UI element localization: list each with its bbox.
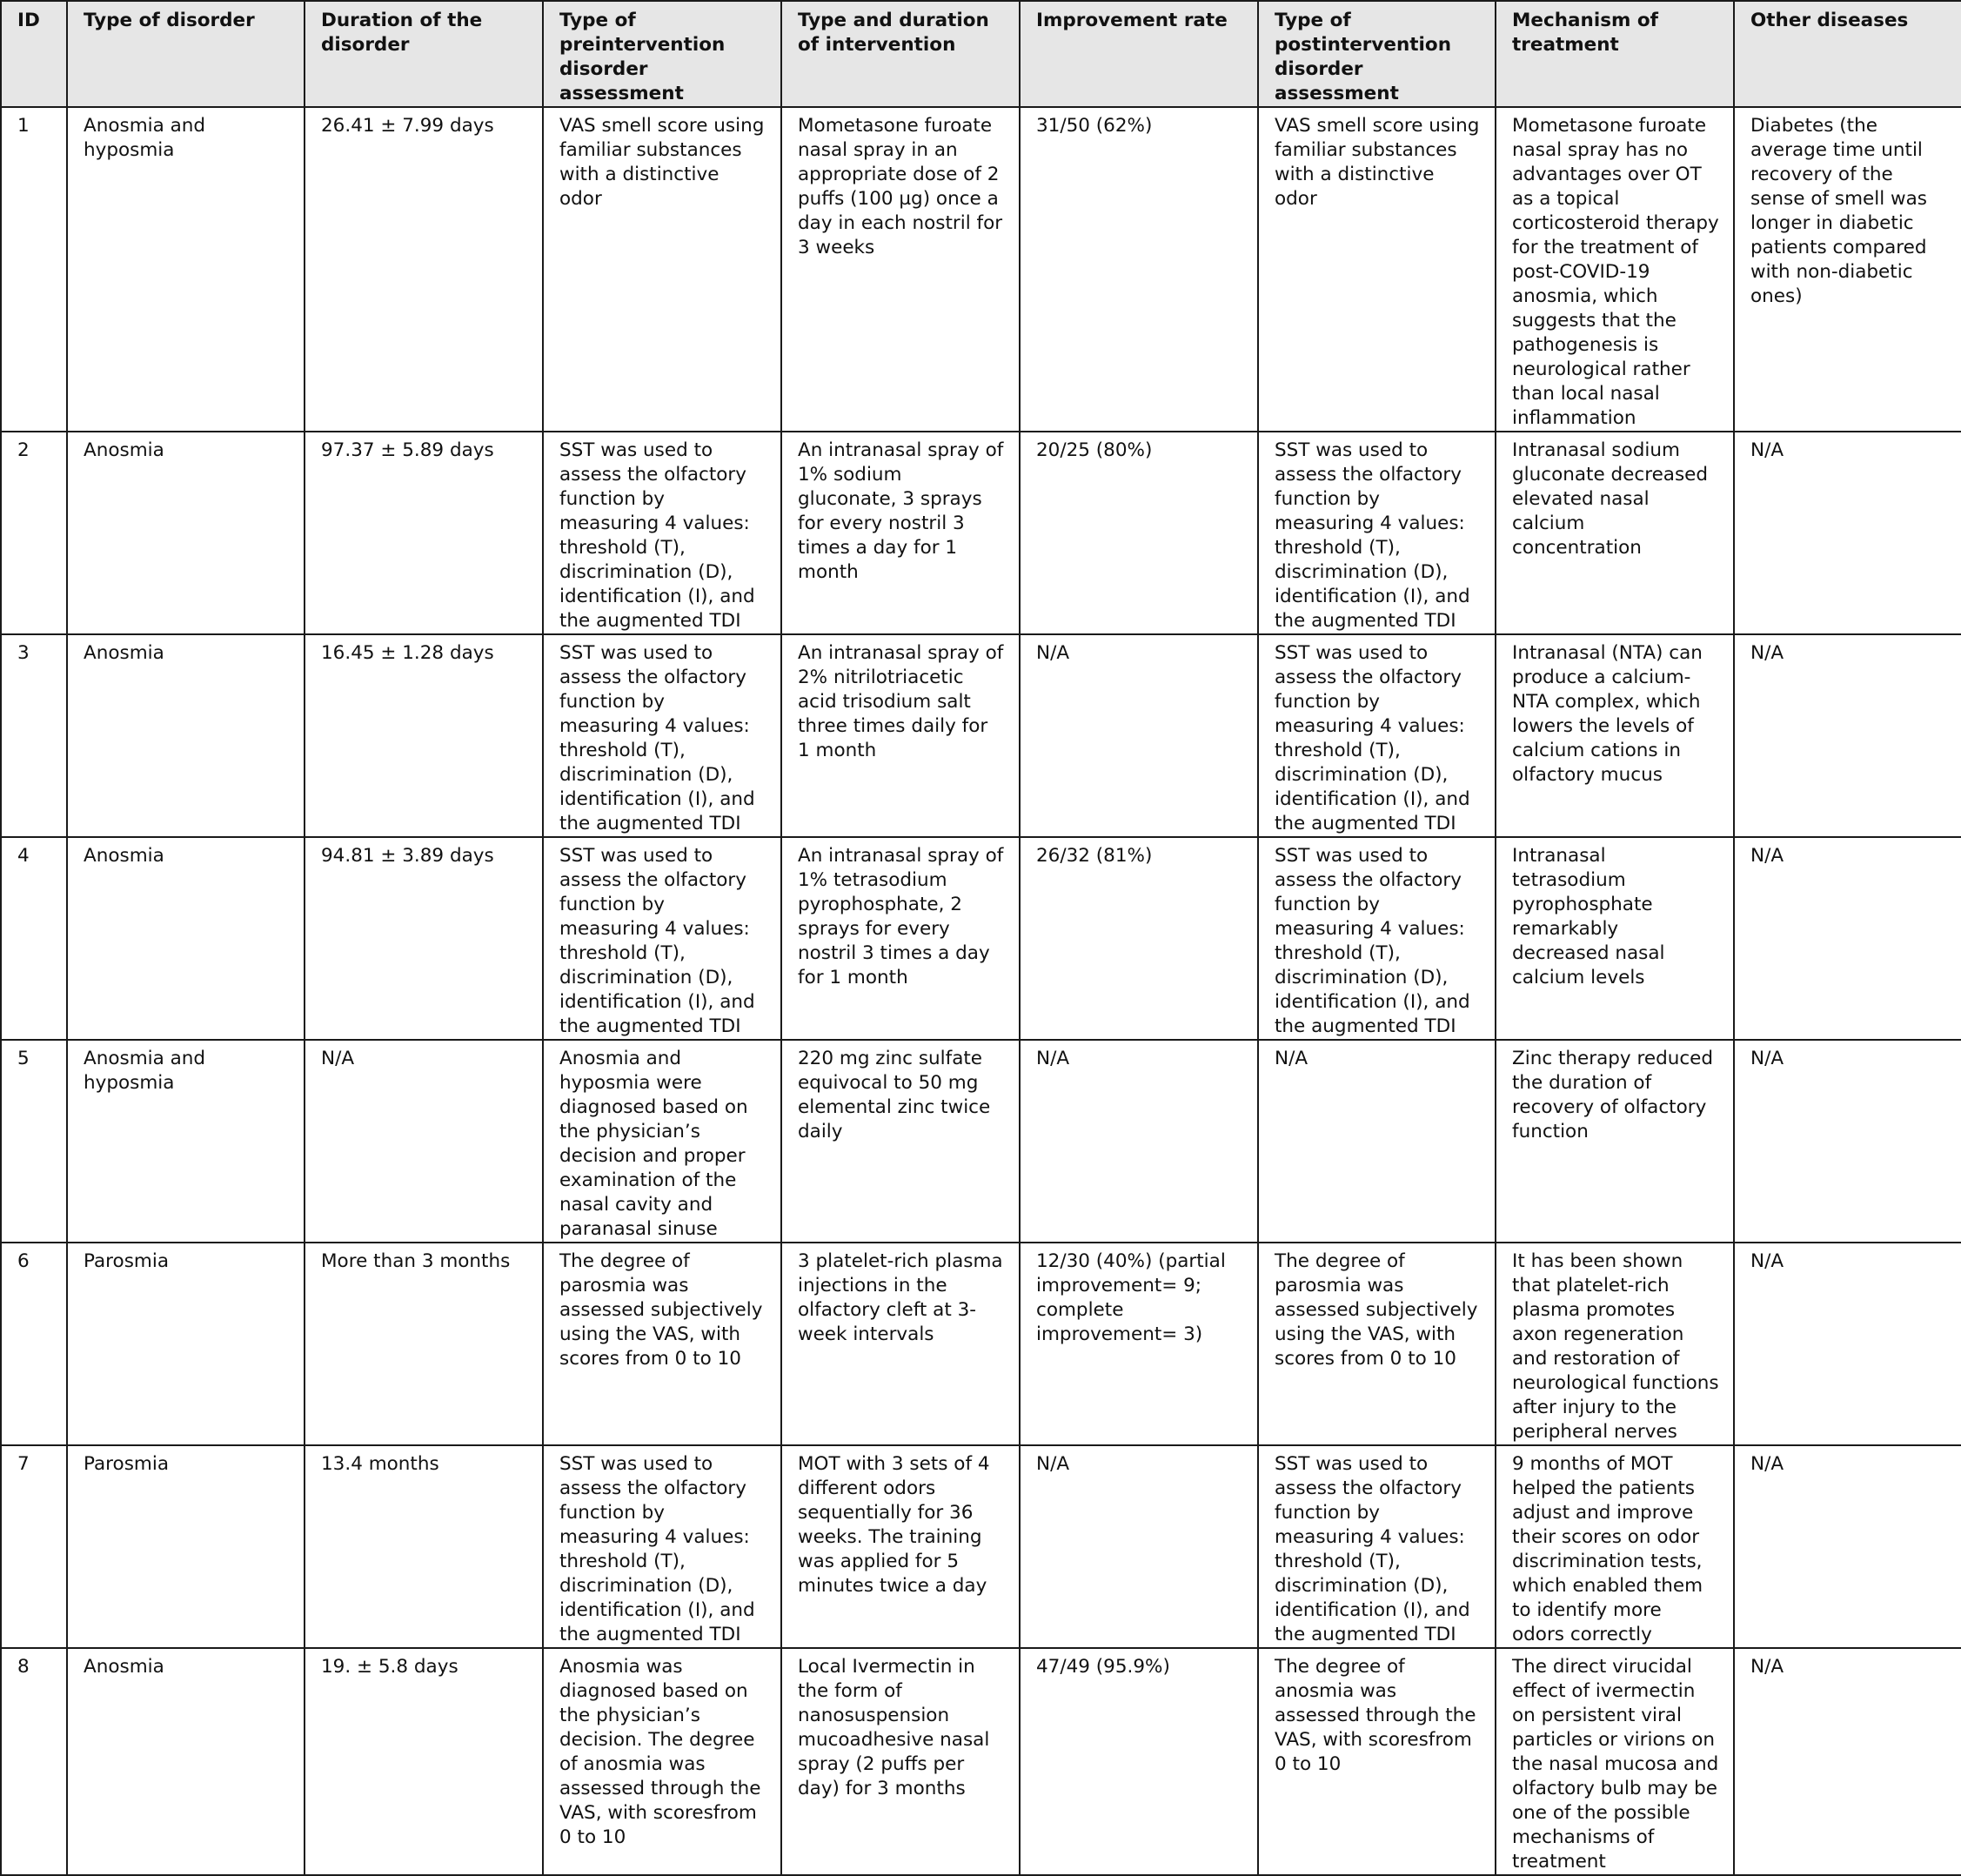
other-diseases-cell: N/A [1734, 634, 1961, 837]
id-cell: 7 [1, 1445, 67, 1648]
id-cell: 2 [1, 432, 67, 634]
col-id-header: ID [1, 1, 67, 107]
intervention-cell: An intranasal spray of 2% nitrilotriacetic acid trisodium salt three times daily for 1 month [781, 634, 1020, 837]
duration-cell: 19. ± 5.8 days [305, 1648, 543, 1875]
pre-assessment-cell: VAS smell score using familiar substances with a distinctive odor [543, 107, 781, 432]
duration-cell: 94.81 ± 3.89 days [305, 837, 543, 1040]
duration-cell: 13.4 months [305, 1445, 543, 1648]
duration-cell: N/A [305, 1040, 543, 1243]
duration-cell: 97.37 ± 5.89 days [305, 432, 543, 634]
other-diseases-cell: N/A [1734, 1040, 1961, 1243]
mechanism-cell: 9 months of MOT helped the patients adjust and improve their scores on odor discrimination tests, which enabled them to identify more odors correctly [1496, 1445, 1734, 1648]
post-assessment-cell: SST was used to assess the olfactory function by measuring 4 values: threshold (T), discrimination (D), identification (I), and the augmented TDI [1258, 1445, 1496, 1648]
col-disorder-header: Type of disorder [67, 1, 305, 107]
id-cell: 3 [1, 634, 67, 837]
post-assessment-cell: N/A [1258, 1040, 1496, 1243]
other-diseases-cell: N/A [1734, 1648, 1961, 1875]
mechanism-cell: It has been shown that platelet-rich plasma promotes axon regeneration and restoration of neurological functions after injury to the peripheral nerves [1496, 1243, 1734, 1445]
post-assessment-cell: SST was used to assess the olfactory function by measuring 4 values: threshold (T), discrimination (D), identification (I), and the augmented TDI [1258, 634, 1496, 837]
disorder-cell: Anosmia and hyposmia [67, 1040, 305, 1243]
other-diseases-cell: N/A [1734, 837, 1961, 1040]
pre-assessment-cell: Anosmia was diagnosed based on the physician’s decision. The degree of anosmia was assessed through the VAS, with scoresfrom 0 to 10 [543, 1648, 781, 1875]
improvement-cell: 26/32 (81%) [1020, 837, 1258, 1040]
other-diseases-cell: Diabetes (the average time until recovery of the sense of smell was longer in diabetic patients compared with non-diabetic ones) [1734, 107, 1961, 432]
col-other-diseases-header: Other diseases [1734, 1, 1961, 107]
intervention-cell: An intranasal spray of 1% sodium gluconate, 3 sprays for every nostril 3 times a day for 1 month [781, 432, 1020, 634]
disorder-cell: Anosmia [67, 1648, 305, 1875]
disorder-cell: Parosmia [67, 1243, 305, 1445]
other-diseases-cell: N/A [1734, 432, 1961, 634]
other-diseases-cell: N/A [1734, 1445, 1961, 1648]
improvement-cell: 31/50 (62%) [1020, 107, 1258, 432]
mechanism-cell: Intranasal sodium gluconate decreased elevated nasal calcium concentration [1496, 432, 1734, 634]
post-assessment-cell: The degree of anosmia was assessed through the VAS, with scoresfrom 0 to 10 [1258, 1648, 1496, 1875]
table-row [1, 1040, 1961, 1243]
improvement-cell: 12/30 (40%) (partial improvement= 9; complete improvement= 3) [1020, 1243, 1258, 1445]
improvement-cell: 20/25 (80%) [1020, 432, 1258, 634]
table-row [1, 432, 1961, 634]
intervention-cell: Mometasone furoate nasal spray in an appropriate dose of 2 puffs (100 µg) once a day in each nostril for 3 weeks [781, 107, 1020, 432]
post-assessment-cell: The degree of parosmia was assessed subjectively using the VAS, with scores from 0 to 10 [1258, 1243, 1496, 1445]
disorder-cell: Anosmia [67, 837, 305, 1040]
col-post-assessment-header: Type of postintervention disorder assessment [1258, 1, 1496, 107]
id-cell: 1 [1, 107, 67, 432]
disorder-cell: Anosmia and hyposmia [67, 107, 305, 432]
pre-assessment-cell: The degree of parosmia was assessed subjectively using the VAS, with scores from 0 to 10 [543, 1243, 781, 1445]
post-assessment-cell: SST was used to assess the olfactory function by measuring 4 values: threshold (T), discrimination (D), identification (I), and the augmented TDI [1258, 837, 1496, 1040]
disorder-cell: Parosmia [67, 1445, 305, 1648]
pre-assessment-cell: SST was used to assess the olfactory function by measuring 4 values: threshold (T), discrimination (D), identification (I), and the augmented TDI [543, 1445, 781, 1648]
intervention-cell: 220 mg zinc sulfate equivocal to 50 mg elemental zinc twice daily [781, 1040, 1020, 1243]
intervention-cell: 3 platelet-rich plasma injections in the olfactory cleft at 3-week intervals [781, 1243, 1020, 1445]
id-cell: 4 [1, 837, 67, 1040]
pre-assessment-cell: Anosmia and hyposmia were diagnosed based on the physician’s decision and proper examination of the nasal cavity and paranasal sinuse [543, 1040, 781, 1243]
pre-assessment-cell: SST was used to assess the olfactory function by measuring 4 values: threshold (T), discrimination (D), identification (I), and the augmented TDI [543, 837, 781, 1040]
improvement-cell: 47/49 (95.9%) [1020, 1648, 1258, 1875]
disorder-cell: Anosmia [67, 432, 305, 634]
improvement-cell: N/A [1020, 634, 1258, 837]
id-cell: 8 [1, 1648, 67, 1875]
intervention-cell: An intranasal spray of 1% tetrasodium pyrophosphate, 2 sprays for every nostril 3 times a day for 1 month [781, 837, 1020, 1040]
post-assessment-cell: SST was used to assess the olfactory function by measuring 4 values: threshold (T), discrimination (D), identification (I), and the augmented TDI [1258, 432, 1496, 634]
id-cell: 5 [1, 1040, 67, 1243]
duration-cell: 26.41 ± 7.99 days [305, 107, 543, 432]
col-mechanism-header: Mechanism of treatment [1496, 1, 1734, 107]
mechanism-cell: Intranasal (NTA) can produce a calcium-NTA complex, which lowers the levels of calcium cations in olfactory mucus [1496, 634, 1734, 837]
disorder-cell: Anosmia [67, 634, 305, 837]
mechanism-cell: Intranasal tetrasodium pyrophosphate remarkably decreased nasal calcium levels [1496, 837, 1734, 1040]
duration-cell: More than 3 months [305, 1243, 543, 1445]
col-pre-assessment-header: Type of preintervention disorder assessment [543, 1, 781, 107]
other-diseases-cell: N/A [1734, 1243, 1961, 1445]
post-assessment-cell: VAS smell score using familiar substances with a distinctive odor [1258, 107, 1496, 432]
table-row [1, 1648, 1961, 1875]
id-cell: 6 [1, 1243, 67, 1445]
table-row [1, 837, 1961, 1040]
duration-cell: 16.45 ± 1.28 days [305, 634, 543, 837]
intervention-cell: Local Ivermectin in the form of nanosuspension mucoadhesive nasal spray (2 puffs per day) for 3 months [781, 1648, 1020, 1875]
mechanism-cell: Zinc therapy reduced the duration of recovery of olfactory function [1496, 1040, 1734, 1243]
header-row [1, 1, 1961, 107]
pre-assessment-cell: SST was used to assess the olfactory function by measuring 4 values: threshold (T), discrimination (D), identification (I), and the augmented TDI [543, 634, 781, 837]
col-duration-header: Duration of the disorder [305, 1, 543, 107]
table-row [1, 634, 1961, 837]
pre-assessment-cell: SST was used to assess the olfactory function by measuring 4 values: threshold (T), discrimination (D), identification (I), and the augmented TDI [543, 432, 781, 634]
table-row [1, 107, 1961, 432]
col-improvement-header: Improvement rate [1020, 1, 1258, 107]
mechanism-cell: Mometasone furoate nasal spray has no advantages over OT as a topical corticosteroid therapy for the treatment of post-COVID-19 anosmia, which suggests that the pathogenesis is neurological rather than local nasal inflammation [1496, 107, 1734, 432]
improvement-cell: N/A [1020, 1040, 1258, 1243]
mechanism-cell: The direct virucidal effect of ivermectin on persistent viral particles or virions on the nasal mucosa and olfactory bulb may be one of the possible mechanisms of treatment [1496, 1648, 1734, 1875]
table-header [1, 1, 1961, 107]
table-body [1, 107, 1961, 1875]
table-row [1, 1445, 1961, 1648]
improvement-cell: N/A [1020, 1445, 1258, 1648]
intervention-cell: MOT with 3 sets of 4 different odors sequentially for 36 weeks. The training was applied for 5 minutes twice a day [781, 1445, 1020, 1648]
col-intervention-header: Type and duration of intervention [781, 1, 1020, 107]
table-row [1, 1243, 1961, 1445]
